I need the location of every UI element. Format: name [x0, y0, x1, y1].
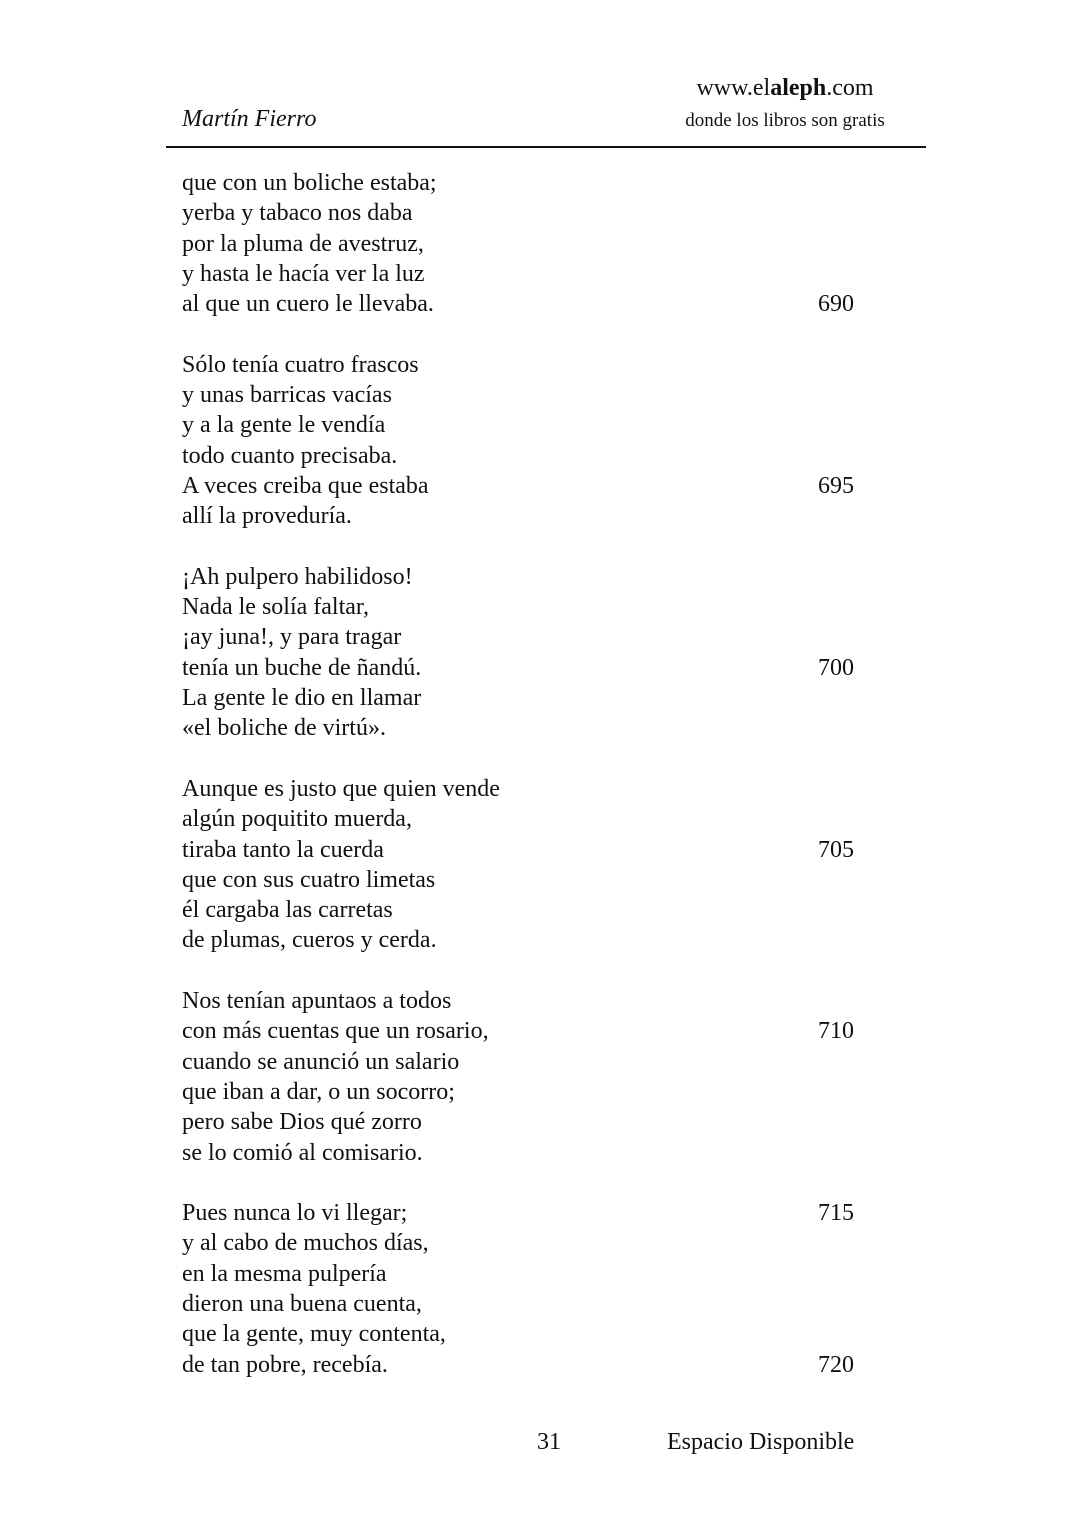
verse-text: tiraba tanto la cuerda: [182, 836, 384, 863]
verse-line: [182, 683, 882, 713]
verse-line: [182, 1350, 882, 1380]
verse-text: y hasta le hacía ver la luz: [182, 260, 425, 287]
book-title: Martín Fierro: [182, 106, 317, 132]
footer-note: Espacio Disponible: [667, 1429, 855, 1455]
verse-text: ¡ay juna!, y para tragar: [182, 624, 402, 651]
verse-line: [182, 1289, 882, 1319]
verse-text: A veces creiba que estaba: [182, 472, 429, 499]
verse-text: y al cabo de muchos días,: [182, 1230, 429, 1257]
page-number: 31: [537, 1429, 561, 1455]
verse-text: Nos tenían apuntaos a todos: [182, 988, 452, 1015]
verse-text: La gente le dio en llamar: [182, 685, 422, 712]
verse-line: [182, 653, 882, 683]
verse-text: al que un cuero le llevaba.: [182, 291, 434, 318]
verse-text: por la pluma de avestruz,: [182, 230, 424, 257]
verse-line: [182, 774, 882, 804]
verse-text: algún poquitito muerda,: [182, 806, 412, 833]
verse-text: Nada le solía faltar,: [182, 594, 369, 621]
verse-line: [182, 441, 882, 471]
verse-text: pero sabe Dios qué zorro: [182, 1109, 422, 1136]
line-number: 700: [818, 654, 854, 681]
site-suffix: .com: [826, 75, 874, 101]
verse-line: [182, 925, 882, 955]
verse-text: que iban a dar, o un socorro;: [182, 1078, 455, 1105]
verse-line: [182, 1198, 882, 1228]
verse-line: [182, 1228, 882, 1258]
verse-line: [182, 1319, 882, 1349]
verse-text: y a la gente le vendía: [182, 412, 386, 439]
stanza-break: [182, 1168, 882, 1198]
verse-line: [182, 168, 882, 198]
stanza-break: [182, 956, 882, 986]
stanza-break: [182, 319, 882, 349]
line-number: 710: [818, 1018, 854, 1045]
verse-line: [182, 410, 882, 440]
verse-text: de plumas, cueros y cerda.: [182, 927, 437, 954]
header-divider: [166, 146, 926, 148]
verse-text: Sólo tenía cuatro frascos: [182, 351, 419, 378]
verse-text: tenía un buche de ñandú.: [182, 654, 422, 681]
verse-text: yerba y tabaco nos daba: [182, 200, 413, 227]
verse-line: [182, 501, 882, 531]
verse-text: allí la proveduría.: [182, 503, 352, 530]
site-brand: aleph: [770, 75, 827, 101]
stanza-break: [182, 532, 882, 562]
verse-text: y unas barricas vacías: [182, 382, 392, 409]
verse-text: que la gente, muy contenta,: [182, 1321, 446, 1348]
poem-body: [182, 168, 882, 1380]
verse-line: [182, 804, 882, 834]
verse-text: cuando se anunció un salario: [182, 1048, 460, 1075]
verse-line: [182, 1107, 882, 1137]
verse-line: [182, 835, 882, 865]
line-number: 690: [818, 291, 854, 318]
verse-line: [182, 1016, 882, 1046]
verse-text: «el boliche de virtú».: [182, 715, 386, 742]
verse-line: [182, 350, 882, 380]
line-number: 720: [818, 1351, 854, 1378]
verse-line: [182, 229, 882, 259]
line-number: 705: [818, 836, 854, 863]
verse-line: [182, 865, 882, 895]
line-number: 715: [818, 1200, 854, 1227]
site-link[interactable]: [640, 73, 930, 103]
verse-text: él cargaba las carretas: [182, 897, 393, 924]
verse-line: [182, 562, 882, 592]
verse-line: [182, 198, 882, 228]
verse-text: ¡Ah pulpero habilidoso!: [182, 563, 413, 590]
verse-text: en la mesma pulpería: [182, 1260, 387, 1287]
verse-text: de tan pobre, recebía.: [182, 1351, 388, 1378]
verse-text: todo cuanto precisaba.: [182, 442, 398, 469]
verse-line: [182, 1138, 882, 1168]
verse-line: [182, 622, 882, 652]
verse-line: [182, 986, 882, 1016]
verse-text: con más cuentas que un rosario,: [182, 1018, 489, 1045]
verse-line: [182, 471, 882, 501]
verse-text: se lo comió al comisario.: [182, 1139, 423, 1166]
verse-text: dieron una buena cuenta,: [182, 1290, 422, 1317]
site-tagline: donde los libros son gratis: [685, 110, 885, 131]
verse-line: [182, 895, 882, 925]
verse-text: Pues nunca lo vi llegar;: [182, 1200, 408, 1227]
verse-line: [182, 259, 882, 289]
verse-line: [182, 380, 882, 410]
line-number: 695: [818, 472, 854, 499]
verse-line: [182, 1259, 882, 1289]
verse-text: que con sus cuatro limetas: [182, 866, 436, 893]
site-prefix: www.el: [696, 75, 771, 101]
verse-line: [182, 592, 882, 622]
verse-text: que con un boliche estaba;: [182, 170, 437, 196]
verse-line: [182, 713, 882, 743]
stanza-break: [182, 744, 882, 774]
verse-text: Aunque es justo que quien vende: [182, 775, 500, 802]
verse-line: [182, 1077, 882, 1107]
verse-line: [182, 289, 882, 319]
verse-line: [182, 1047, 882, 1077]
